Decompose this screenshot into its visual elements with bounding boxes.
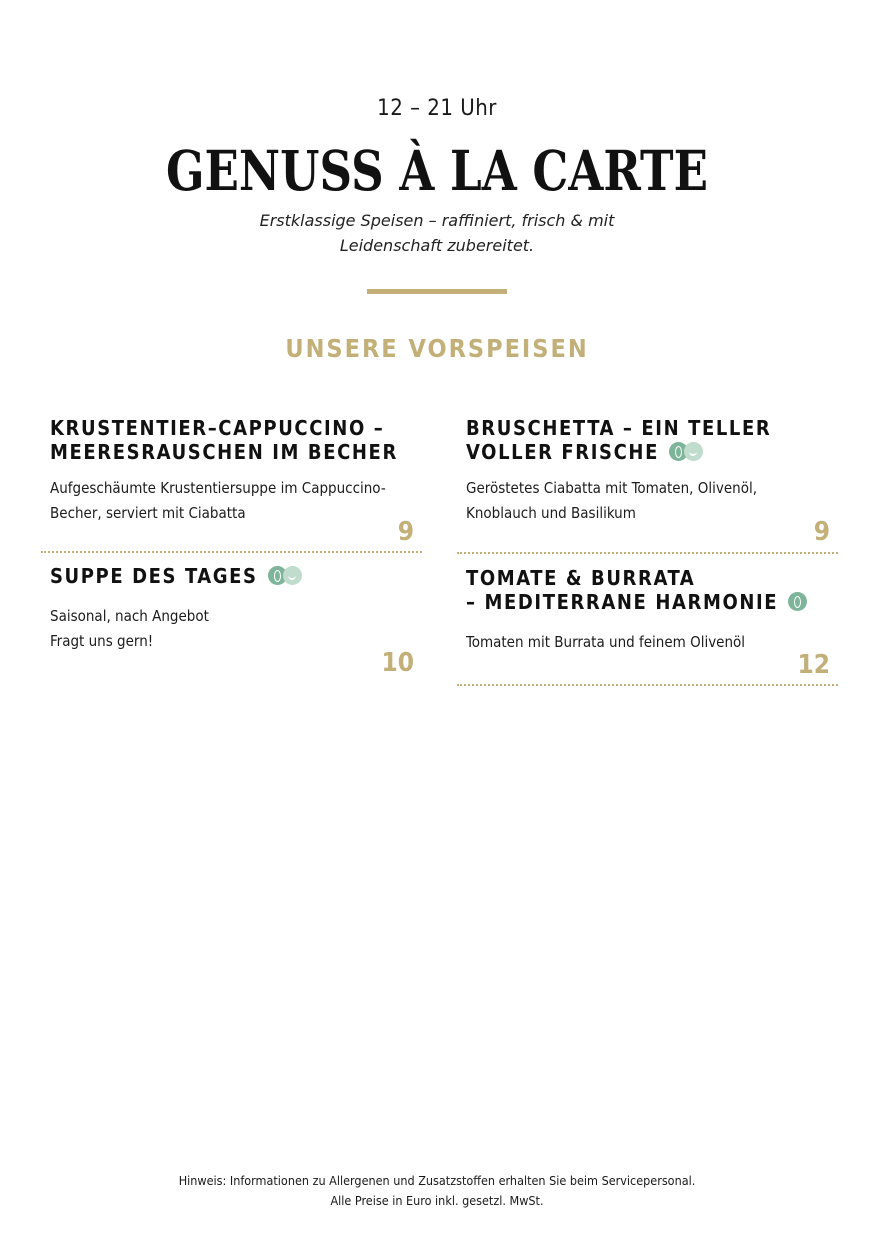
- item-name-line-2: [466, 440, 836, 464]
- item-name: [466, 566, 836, 614]
- item-name-line-1-text: SUPPE DES TAGES: [50, 564, 258, 588]
- item-name: [466, 416, 836, 464]
- item-name-line-1: [50, 564, 420, 588]
- item-desc-line-1: Tomaten mit Burrata und feinem Olivenöl: [466, 633, 746, 651]
- opening-hours: 12 – 21 Uhr: [377, 96, 497, 121]
- item-desc-line-1: Geröstetes Ciabatta mit Tomaten, Olivenöl,: [466, 479, 757, 497]
- item-name-line-1: KRUSTENTIER–CAPPUCCINO –: [50, 416, 385, 440]
- item-name-line-2-text: – MEDITERRANE HARMONIE: [466, 590, 779, 614]
- footer-line-2: Alle Preise in Euro inkl. gesetzl. MwSt.: [330, 1193, 544, 1208]
- item-name-line-2: MEERESRAUSCHEN IM BECHER: [50, 440, 398, 464]
- item-name-line-2-text: VOLLER FRISCHE: [466, 440, 659, 464]
- item-name-line-1: BRUSCHETTA – EIN TELLER: [466, 416, 772, 440]
- item-desc-line-1: Saisonal, nach Angebot: [50, 607, 209, 625]
- item-description: [50, 604, 420, 654]
- item-name-line-2: [466, 590, 836, 614]
- vegetarian-icon: [684, 442, 703, 461]
- footer-line-1: Hinweis: Informationen zu Allergenen und Zusatzstoffen erhalten Sie beim Servicepersonal.: [178, 1173, 696, 1188]
- item-separator: [41, 551, 422, 553]
- item-name: [50, 564, 420, 588]
- subtitle-line-1: Erstklassige Speisen – raffiniert, frisch & mit: [259, 211, 615, 230]
- item-price: 9: [397, 517, 414, 547]
- page-subtitle: [0, 208, 874, 258]
- item-desc-line-2: Fragt uns gern!: [50, 632, 154, 650]
- item-name: [50, 416, 420, 464]
- footer-note: [0, 1171, 874, 1211]
- item-separator: [457, 552, 838, 554]
- item-price: 10: [381, 648, 414, 678]
- vegan-icon: [788, 592, 807, 611]
- vegetarian-icon: [283, 566, 302, 585]
- header-divider: [367, 289, 507, 294]
- item-desc-line-2: Knoblauch und Basilikum: [466, 504, 636, 522]
- item-desc-line-1: Aufgeschäumte Krustentiersuppe im Cappuccino-: [50, 479, 386, 497]
- page-title: GENUSS À LA CARTE: [166, 138, 708, 203]
- item-name-line-1: TOMATE & BURRATA: [466, 566, 696, 590]
- subtitle-line-2: Leidenschaft zubereitet.: [339, 236, 535, 255]
- menu-item-bruschetta: [466, 416, 836, 526]
- section-title: UNSERE VORSPEISEN: [285, 334, 589, 363]
- item-desc-line-2: Becher, serviert mit Ciabatta: [50, 504, 246, 522]
- menu-item-suppe: [50, 564, 420, 654]
- menu-item-burrata: [466, 566, 836, 655]
- item-price: 12: [797, 650, 830, 680]
- menu-item-krustentier: [50, 416, 420, 526]
- item-separator: [457, 684, 838, 686]
- item-price: 9: [813, 517, 830, 547]
